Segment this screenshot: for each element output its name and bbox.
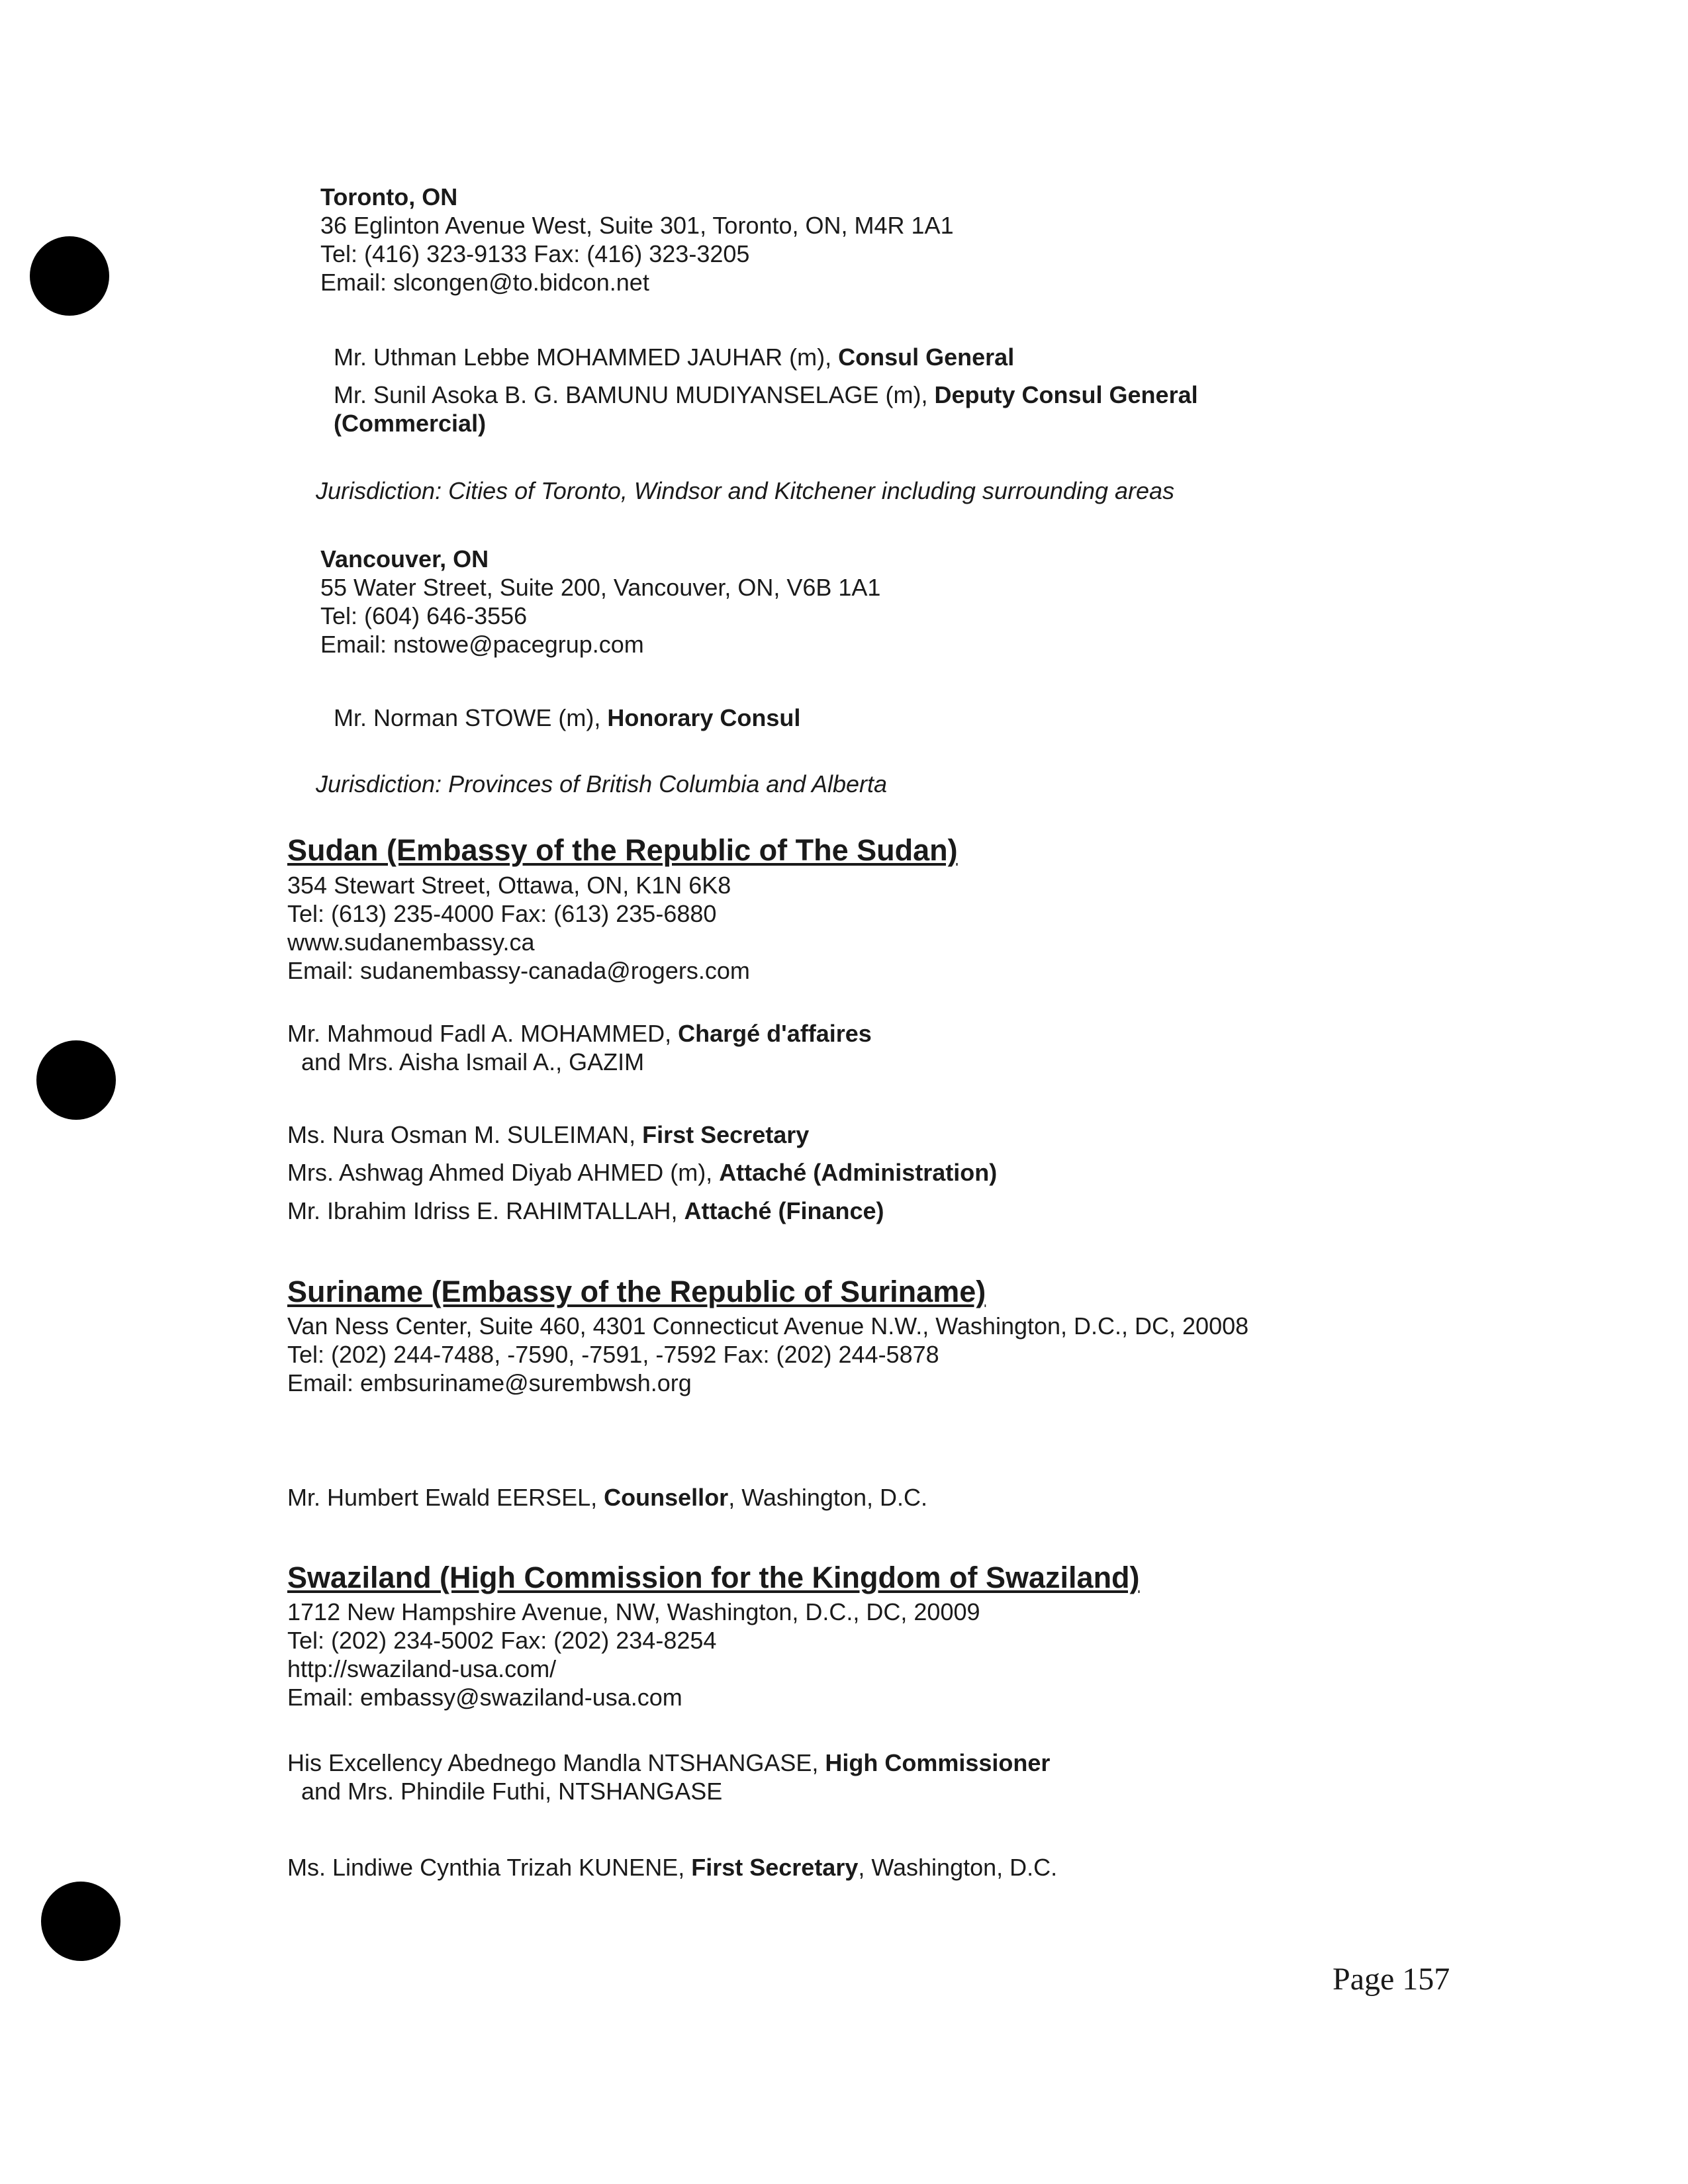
person-title: Honorary Consul [607, 704, 801, 731]
person-title: Consul General [838, 343, 1015, 371]
person-name: Mr. Norman STOWE (m), [334, 704, 608, 731]
person-title: First Secretary [691, 1854, 859, 1881]
person-name: Mr. Uthman Lebbe MOHAMMED JAUHAR (m), [334, 343, 839, 371]
sudan-person-1 [287, 1019, 872, 1048]
person-name: Mr. Humbert Ewald EERSEL, [287, 1484, 604, 1511]
binder-hole-top [30, 236, 109, 316]
person-title: Counsellor [604, 1484, 729, 1511]
vancouver-jurisdiction: Jurisdiction: Provinces of British Columbia and Alberta [316, 770, 888, 797]
page-number: Page 157 [1333, 1962, 1450, 1997]
suriname-address: Van Ness Center, Suite 460, 4301 Connecticut Avenue N.W., Washington, D.C., DC, 20008 [287, 1312, 1249, 1340]
person-name: Mr. Ibrahim Idriss E. RAHIMTALLAH, [287, 1197, 684, 1224]
person-title: Chargé d'affaires [678, 1020, 872, 1047]
person-title: High Commissioner [825, 1749, 1051, 1776]
sudan-person-4 [287, 1197, 884, 1225]
vancouver-address: 55 Water Street, Suite 200, Vancouver, ON, V6B 1A1 [320, 574, 881, 601]
swaziland-heading: Swaziland (High Commission for the Kingdom of Swaziland) [287, 1561, 1140, 1594]
vancouver-email: Email: nstowe@pacegrup.com [320, 631, 644, 658]
toronto-email: Email: slcongen@to.bidcon.net [320, 269, 649, 296]
toronto-person-1 [334, 343, 1014, 371]
person-title: Deputy Consul General [934, 381, 1198, 408]
suriname-tel: Tel: (202) 244-7488, -7590, -7591, -7592 Fax: (202) 244-5878 [287, 1341, 939, 1368]
sudan-person-1-spouse: and Mrs. Aisha Ismail A., GAZIM [301, 1048, 645, 1075]
binder-hole-bottom [41, 1882, 120, 1961]
sudan-address: 354 Stewart Street, Ottawa, ON, K1N 6K8 [287, 872, 731, 899]
swaziland-tel: Tel: (202) 234-5002 Fax: (202) 234-8254 [287, 1627, 717, 1654]
vancouver-title: Vancouver, ON [320, 545, 489, 572]
sudan-email: Email: sudanembassy-canada@rogers.com [287, 957, 750, 984]
sudan-person-2 [287, 1120, 809, 1149]
suriname-person-1 [287, 1483, 927, 1512]
person-location: , Washington, D.C. [728, 1484, 927, 1511]
toronto-jurisdiction: Jurisdiction: Cities of Toronto, Windsor and Kitchener including surrounding areas [316, 477, 1175, 504]
sudan-heading: Sudan (Embassy of the Republic of The Sudan) [287, 833, 958, 867]
toronto-tel: Tel: (416) 323-9133 Fax: (416) 323-3205 [320, 240, 750, 267]
person-name: Ms. Nura Osman M. SULEIMAN, [287, 1121, 643, 1148]
person-name: His Excellency Abednego Mandla NTSHANGASE, [287, 1749, 825, 1776]
person-title: Attaché (Finance) [684, 1197, 884, 1224]
sudan-person-3 [287, 1158, 997, 1187]
toronto-title: Toronto, ON [320, 183, 458, 210]
swaziland-person-1 [287, 1749, 1050, 1777]
person-location: , Washington, D.C. [858, 1854, 1058, 1881]
swaziland-website: http://swaziland-usa.com/ [287, 1655, 557, 1682]
toronto-address: 36 Eglinton Avenue West, Suite 301, Toronto, ON, M4R 1A1 [320, 212, 954, 239]
person-title: Attaché (Administration) [719, 1159, 998, 1186]
person-name: Mr. Mahmoud Fadl A. MOHAMMED, [287, 1020, 679, 1047]
swaziland-person-2 [287, 1853, 1057, 1882]
person-name: Mr. Sunil Asoka B. G. BAMUNU MUDIYANSELAGE (m), [334, 381, 935, 408]
binder-hole-middle [36, 1040, 116, 1120]
toronto-person-2-title-cont: (Commercial) [334, 410, 487, 437]
sudan-website: www.sudanembassy.ca [287, 929, 535, 956]
vancouver-tel: Tel: (604) 646-3556 [320, 602, 528, 629]
person-title: First Secretary [642, 1121, 810, 1148]
suriname-heading: Suriname (Embassy of the Republic of Suriname) [287, 1275, 986, 1308]
sudan-tel: Tel: (613) 235-4000 Fax: (613) 235-6880 [287, 900, 717, 927]
person-name: Mrs. Ashwag Ahmed Diyab AHMED (m), [287, 1159, 720, 1186]
vancouver-person-1 [334, 704, 800, 732]
swaziland-email: Email: embassy@swaziland-usa.com [287, 1684, 682, 1711]
swaziland-address: 1712 New Hampshire Avenue, NW, Washington, D.C., DC, 20009 [287, 1598, 980, 1625]
person-name: Ms. Lindiwe Cynthia Trizah KUNENE, [287, 1854, 692, 1881]
suriname-email: Email: embsuriname@surembwsh.org [287, 1369, 692, 1396]
swaziland-person-1-spouse: and Mrs. Phindile Futhi, NTSHANGASE [301, 1778, 723, 1805]
toronto-person-2 [334, 381, 1198, 409]
